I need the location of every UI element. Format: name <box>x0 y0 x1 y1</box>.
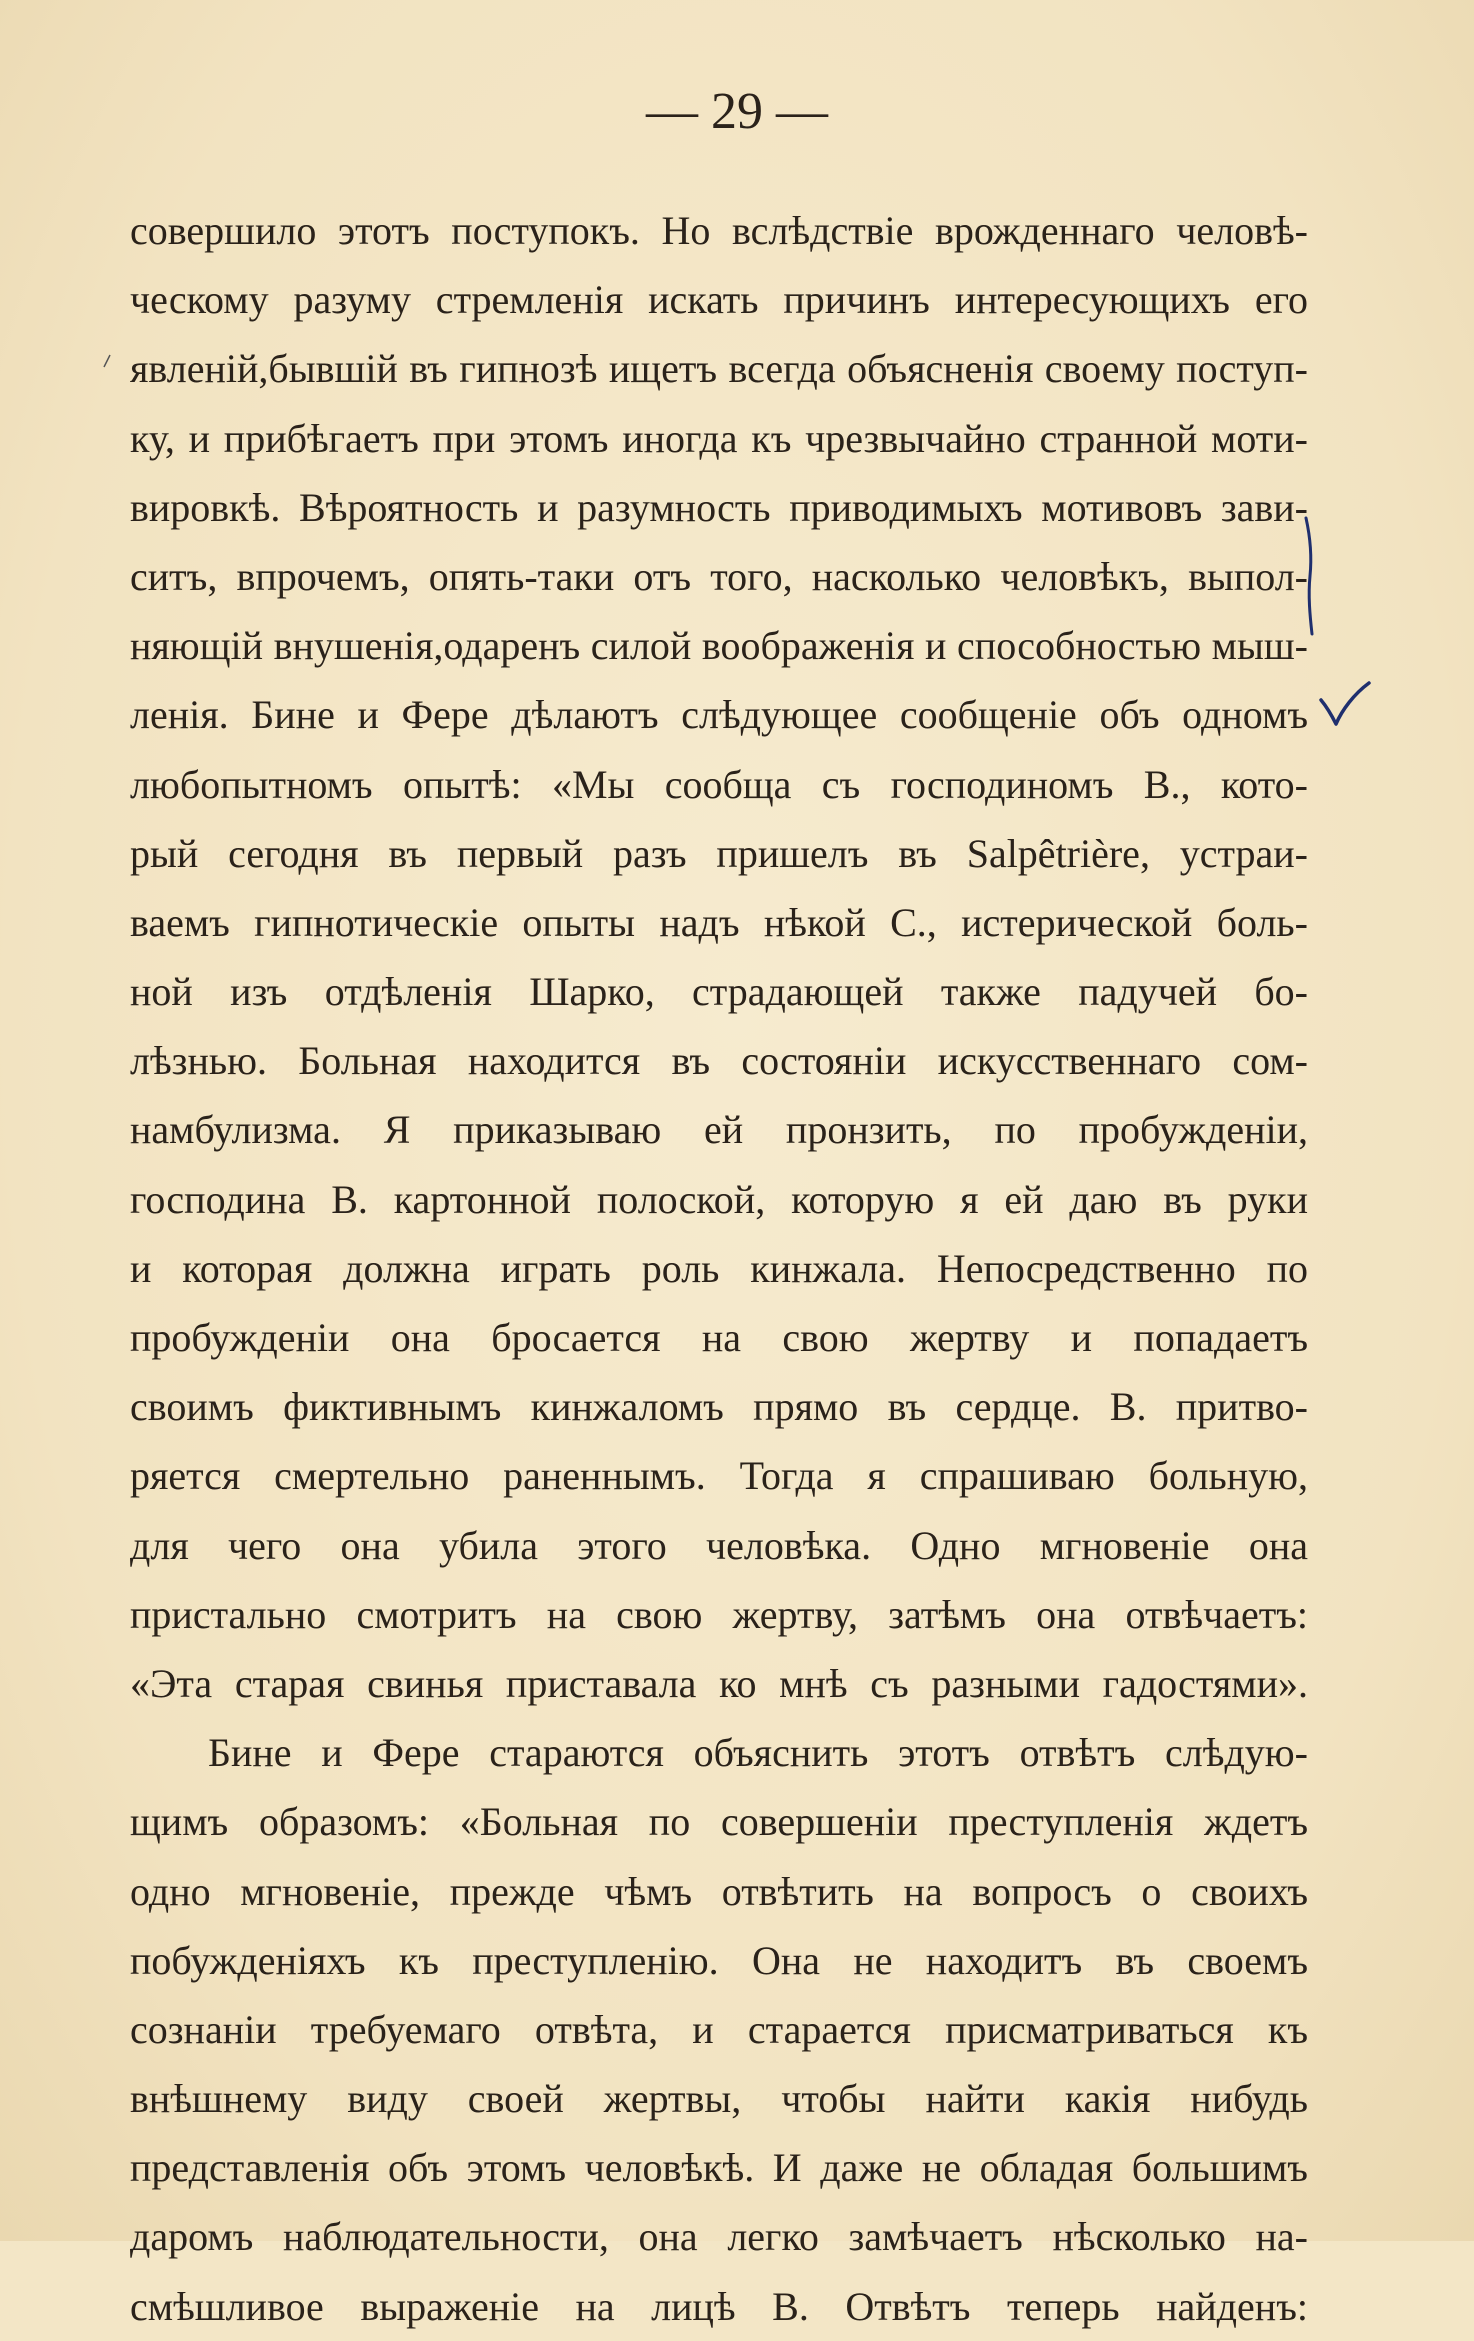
text-line: лѣзнью. Больная находится въ состояніи искусственнаго сом- <box>130 1038 1308 1084</box>
text-line: любопытномъ опытѣ: «Мы сообща съ господиномъ В., кото- <box>130 761 1308 807</box>
text-line: ной изъ отдѣленія Шарко, страдающей также падучей бо- <box>130 969 1308 1015</box>
page-number: — 29 — <box>646 83 828 140</box>
text-line: представленія объ этомъ человѣкѣ. И даже не обладая большимъ <box>130 2145 1308 2191</box>
text-line: няющій внушенія,одаренъ силой воображенія и способностью мыш- <box>130 623 1308 669</box>
text-line: для чего она убила этого человѣка. Одно мгновеніе она <box>130 1522 1308 1568</box>
text-line: своимъ фиктивнымъ кинжаломъ прямо въ сердце. В. притво- <box>130 1384 1308 1430</box>
text-line: намбулизма. Я приказываю ей пронзить, по пробужденіи, <box>130 1107 1308 1153</box>
text-line: внѣшнему виду своей жертвы, чтобы найти какія нибудь <box>130 2076 1308 2122</box>
text-line: ваемъ гипнотическіе опыты надъ нѣкой С., истерической боль- <box>130 899 1308 945</box>
text-line: рый сегодня въ первый разъ пришелъ въ Salpêtrière, устраи- <box>130 830 1308 876</box>
margin-bracket-mark <box>1300 516 1320 636</box>
text-line: ленія. Бинe и Фере дѣлаютъ слѣдующее сообщеніе объ одномъ <box>130 692 1308 738</box>
checkmark-icon <box>1318 680 1372 728</box>
text-line: явленій,бывшій въ гипнозѣ ищетъ всегда объясненія своему поступ- <box>130 346 1308 392</box>
text-line: пробужденіи она бросается на свою жертву и попадаетъ <box>130 1315 1308 1360</box>
text-line: ряется смертельно раненнымъ. Тогда я спрашиваю больную, <box>130 1453 1308 1499</box>
paragraph-first-line: Бине и Фере стараются объяснить этотъ отвѣтъ слѣдую- <box>208 1730 1308 1776</box>
text-line: ку, и прибѣгаетъ при этомъ иногда къ чрезвычайно странной моти- <box>130 415 1308 461</box>
text-line: вировкѣ. Вѣроятность и разумность приводимыхъ мотивовъ зави- <box>130 484 1308 530</box>
text-line: побужденіяхъ къ преступленію. Она не находитъ въ своемъ <box>130 1937 1308 1983</box>
text-line: пристально смотритъ на свою жертву, затѣмъ она отвѣчаетъ: <box>130 1591 1308 1637</box>
text-line: даромъ наблюдательности, она легко замѣчаетъ нѣсколько на- <box>130 2214 1308 2260</box>
text-line: совершило этотъ поступокъ. Но вслѣдствіе врожденнаго человѣ- <box>130 208 1308 253</box>
body-text <box>130 196 1308 2341</box>
text-line: одно мгновеніе, прежде чѣмъ отвѣтить на вопросъ о своихъ <box>130 1868 1308 1914</box>
stray-pencil-mark <box>102 354 112 368</box>
text-line: щимъ образомъ: «Больная по совершеніи преступленія ждетъ <box>130 1799 1308 1845</box>
text-line: сознаніи требуемаго отвѣта, и старается присматриваться къ <box>130 2006 1308 2052</box>
text-line: ческому разуму стремленія искать причинъ интересующихъ его <box>130 277 1308 323</box>
text-line: ситъ, впрочемъ, опять-таки отъ того, насколько человѣкъ, выпол- <box>130 553 1308 599</box>
text-line: смѣшливое выраженіе на лицѣ В. Отвѣтъ теперь найденъ: <box>130 2283 1308 2329</box>
text-line: и которая должна играть роль кинжала. Непосредственно по <box>130 1245 1308 1291</box>
text-line: «Эта старая свинья приставала ко мнѣ съ разными гадостями». <box>130 1660 1308 1706</box>
text-line: господина В. картонной полоской, которую я ей даю въ руки <box>130 1176 1308 1222</box>
